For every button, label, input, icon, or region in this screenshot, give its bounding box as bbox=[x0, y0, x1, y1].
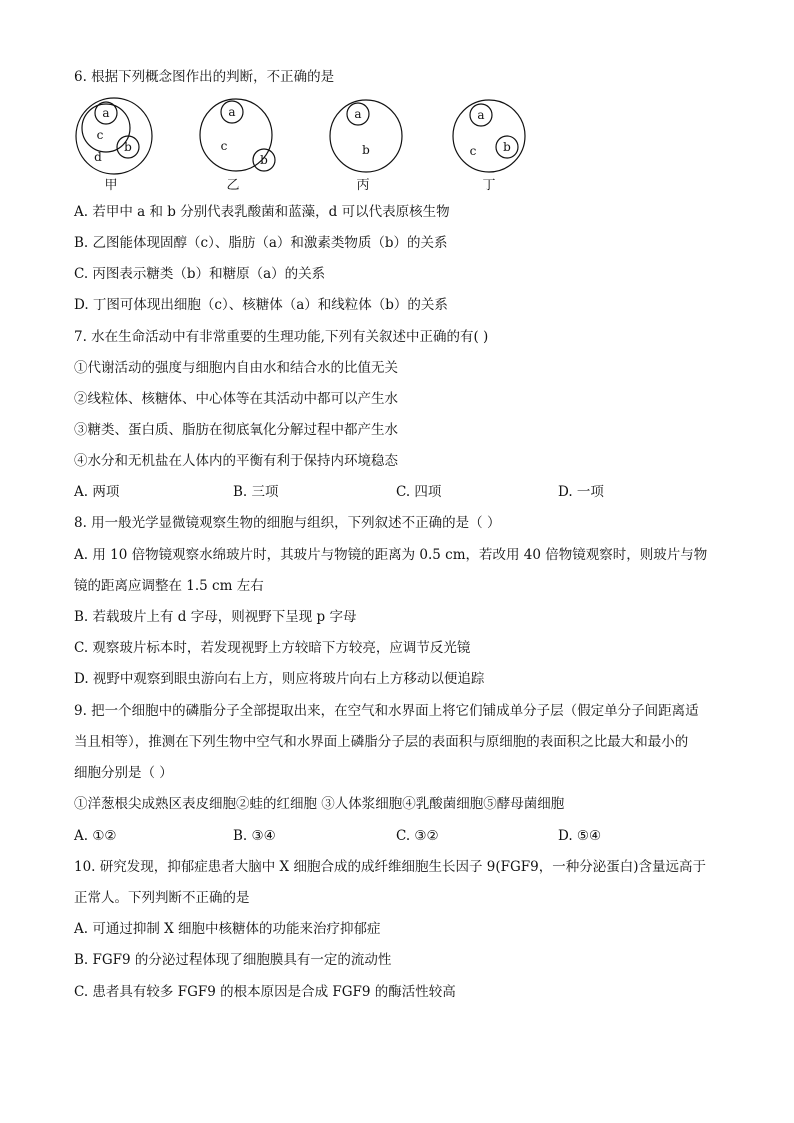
jia-label-a: a bbox=[102, 106, 110, 120]
q9-stem-line-1: 9. 把一个细胞中的磷脂分子全部提取出来，在空气和水界面上将它们铺成单分子层（假定单分子间距离适 bbox=[74, 703, 699, 719]
q9-option-d: D. ⑤④ bbox=[558, 828, 602, 844]
yi-label-b: b bbox=[260, 153, 268, 167]
q9-items: ①洋葱根尖成熟区表皮细胞②蛙的红细胞 ③人体浆细胞④乳酸菌细胞⑤酵母菌细胞 bbox=[74, 796, 565, 812]
q10-stem-line-1: 10. 研究发现，抑郁症患者大脑中 X 细胞合成的成纤维细胞生长因子 9(FGF9，一种分泌蛋白)含量远高于 bbox=[74, 859, 706, 875]
q8-option-b: B. 若载玻片上有 d 字母，则视野下呈现 p 字母 bbox=[74, 609, 357, 625]
bing-label-b: b bbox=[362, 143, 370, 157]
q9-stem-line-2: 当且相等），推测在下列生物中空气和水界面上磷脂分子层的表面积与原细胞的表面积之比最大和最小的 bbox=[74, 734, 689, 750]
q6-concept-diagrams bbox=[0, 90, 794, 200]
yi-label-c: c bbox=[220, 139, 228, 153]
q8-option-a: A. 用 10 倍物镜观察水绵玻片时，其玻片与物镜的距离为 0.5 cm，若改用 40 倍物镜观察时，则玻片与物 bbox=[74, 547, 708, 563]
yi-caption: 乙 bbox=[226, 178, 240, 193]
q10-option-b: B. FGF9 的分泌过程体现了细胞膜具有一定的流动性 bbox=[74, 952, 392, 968]
bing-label-a: a bbox=[354, 107, 362, 121]
q7-option-d: D. 一项 bbox=[558, 484, 604, 500]
q7-item-1: ①代谢活动的强度与细胞内自由水和结合水的比值无关 bbox=[74, 360, 398, 376]
q10-option-a: A. 可通过抑制 X 细胞中核糖体的功能来治疗抑郁症 bbox=[74, 921, 381, 937]
diagram-jia bbox=[76, 98, 152, 174]
q6-option-b: B. 乙图能体现固醇（c）、脂肪（a）和激素类物质（b）的关系 bbox=[74, 235, 448, 251]
q9-option-b: B. ③④ bbox=[233, 828, 276, 844]
q6-option-a: A. 若甲中 a 和 b 分别代表乳酸菌和蓝藻，d 可以代表原核生物 bbox=[74, 204, 450, 220]
q6-option-c: C. 丙图表示糖类（b）和糖原（a）的关系 bbox=[74, 266, 326, 282]
jia-label-b: b bbox=[124, 140, 132, 154]
q7-item-2: ②线粒体、核糖体、中心体等在其活动中都可以产生水 bbox=[74, 391, 398, 407]
ding-label-b: b bbox=[503, 140, 511, 154]
q7-item-4: ④水分和无机盐在人体内的平衡有利于保持内环境稳态 bbox=[74, 453, 398, 469]
jia-label-c: c bbox=[96, 128, 104, 142]
q7-stem: 7. 水在生命活动中有非常重要的生理功能,下列有关叙述中正确的有( ) bbox=[74, 329, 489, 345]
q7-option-a: A. 两项 bbox=[74, 484, 120, 500]
q6-option-d: D. 丁图可体现出细胞（c）、核糖体（a）和线粒体（b）的关系 bbox=[74, 297, 448, 313]
q9-option-a: A. ①② bbox=[74, 828, 117, 844]
diagram-bing bbox=[330, 100, 402, 172]
q7-option-c: C. 四项 bbox=[396, 484, 442, 500]
ding-label-c: c bbox=[469, 144, 477, 158]
q7-option-b: B. 三项 bbox=[233, 484, 279, 500]
bing-caption: 丙 bbox=[356, 178, 370, 193]
q7-item-3: ③糖类、蛋白质、脂肪在彻底氧化分解过程中都产生水 bbox=[74, 422, 398, 438]
yi-label-a: a bbox=[228, 105, 236, 119]
ding-caption: 丁 bbox=[482, 178, 496, 193]
jia-caption: 甲 bbox=[104, 178, 118, 193]
q9-option-c: C. ③② bbox=[396, 828, 439, 844]
q8-option-c: C. 观察玻片标本时，若发现视野上方较暗下方较亮，应调节反光镜 bbox=[74, 640, 471, 656]
diagram-ding bbox=[453, 100, 525, 172]
q6-stem: 6. 根据下列概念图作出的判断，不正确的是 bbox=[74, 69, 335, 85]
q10-option-c: C. 患者具有较多 FGF9 的根本原因是合成 FGF9 的酶活性较高 bbox=[74, 984, 456, 1000]
ding-label-a: a bbox=[477, 108, 485, 122]
q8-option-a-cont: 镜的距离应调整在 1.5 cm 左右 bbox=[74, 578, 264, 594]
q9-stem-line-3: 细胞分别是（ ） bbox=[74, 765, 173, 781]
q10-stem-line-2: 正常人。下列判断不正确的是 bbox=[74, 890, 250, 906]
q8-option-d: D. 视野中观察到眼虫游向右上方，则应将玻片向右上方移动以便追踪 bbox=[74, 671, 485, 687]
q8-stem: 8. 用一般光学显微镜观察生物的细胞与组织，下列叙述不正确的是（ ） bbox=[74, 515, 501, 531]
jia-label-d: d bbox=[94, 150, 102, 164]
